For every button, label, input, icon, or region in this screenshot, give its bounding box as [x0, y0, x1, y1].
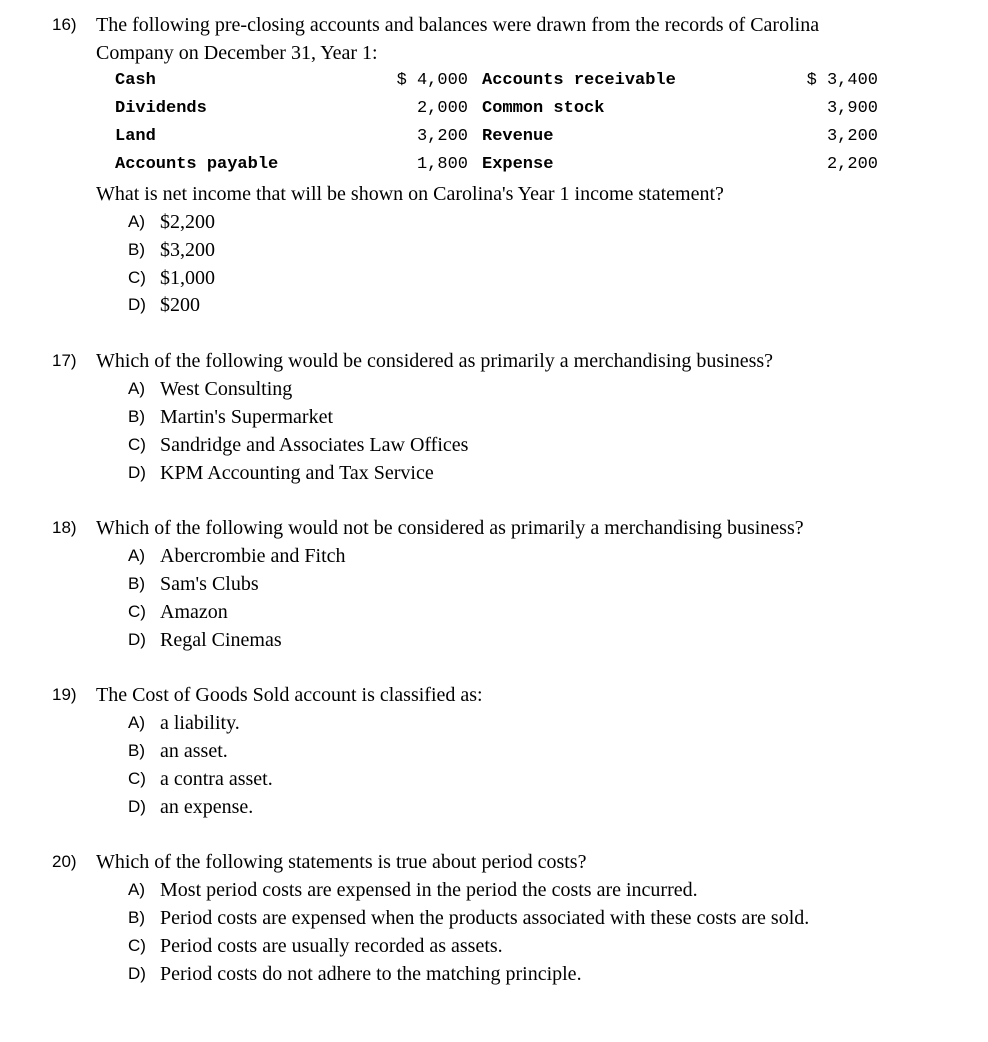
account-name: Accounts payable: [115, 155, 279, 174]
option-text: $3,200: [160, 239, 215, 261]
option-label: A): [128, 379, 145, 398]
option-label: C): [128, 435, 146, 454]
account-amount: $ 3,400: [806, 71, 878, 90]
question-number: 17): [52, 351, 77, 370]
question-stem: The following pre-closing accounts and balances were drawn from the records of Carolina: [96, 14, 820, 36]
option-text: an asset.: [160, 740, 228, 762]
option-label: D): [128, 964, 146, 983]
option-label: B): [128, 240, 145, 259]
question-stem: Which of the following would not be considered as primarily a merchandising business?: [96, 517, 804, 539]
question-stem: The Cost of Goods Sold account is classified as:: [96, 684, 483, 706]
option-label: C): [128, 602, 146, 621]
account-name: Cash: [115, 71, 156, 90]
question-number: 19): [52, 685, 77, 704]
option-text: a liability.: [160, 712, 240, 734]
option-text: an expense.: [160, 796, 254, 818]
question-stem: Which of the following statements is true about period costs?: [96, 851, 587, 873]
option-label: B): [128, 908, 145, 927]
account-name: Dividends: [115, 99, 207, 118]
option-label: C): [128, 936, 146, 955]
account-name: Accounts receivable: [482, 71, 676, 90]
question-number: 20): [52, 852, 77, 871]
option-text: Amazon: [160, 601, 228, 623]
option-text: Most period costs are expensed in the period the costs are incurred.: [160, 879, 698, 901]
account-amount: 3,900: [826, 99, 878, 118]
option-label: A): [128, 713, 145, 732]
option-label: C): [128, 268, 146, 287]
option-text: KPM Accounting and Tax Service: [160, 462, 434, 484]
question-prompt: What is net income that will be shown on Carolina's Year 1 income statement?: [96, 183, 724, 205]
account-name: Revenue: [482, 127, 554, 146]
account-amount: 2,000: [416, 99, 468, 118]
option-text: Period costs are usually recorded as assets.: [160, 935, 503, 957]
question-stem: Which of the following would be considered as primarily a merchandising business?: [96, 350, 774, 372]
option-text: Period costs are expensed when the products associated with these costs are sold.: [160, 907, 810, 929]
option-text: a contra asset.: [160, 768, 273, 790]
option-text: $1,000: [160, 267, 215, 289]
option-text: Abercrombie and Fitch: [160, 545, 346, 567]
option-label: D): [128, 630, 146, 649]
account-amount: 2,200: [826, 155, 878, 174]
account-amount: 3,200: [416, 127, 468, 146]
option-text: $200: [160, 294, 200, 316]
option-text: $2,200: [160, 211, 215, 233]
option-text: West Consulting: [160, 378, 293, 400]
option-label: D): [128, 463, 146, 482]
option-label: D): [128, 797, 146, 816]
option-text: Sandridge and Associates Law Offices: [160, 434, 469, 456]
option-label: B): [128, 574, 145, 593]
account-name: Land: [115, 127, 156, 146]
account-name: Expense: [482, 155, 554, 174]
option-label: A): [128, 880, 145, 899]
account-amount: 1,800: [416, 155, 468, 174]
question-number: 16): [52, 15, 77, 34]
question-stem-continued: Company on December 31, Year 1:: [96, 42, 378, 64]
account-amount: $ 4,000: [396, 71, 468, 90]
option-text: Sam's Clubs: [160, 573, 259, 595]
option-label: A): [128, 546, 145, 565]
option-label: C): [128, 769, 146, 788]
option-label: B): [128, 407, 145, 426]
option-text: Martin's Supermarket: [160, 406, 334, 428]
account-amount: 3,200: [826, 127, 878, 146]
account-name: Common stock: [482, 99, 605, 118]
option-label: B): [128, 741, 145, 760]
option-text: Regal Cinemas: [160, 629, 282, 651]
option-text: Period costs do not adhere to the matching principle.: [160, 963, 582, 985]
option-label: D): [128, 295, 146, 314]
option-label: A): [128, 212, 145, 231]
question-number: 18): [52, 518, 77, 537]
